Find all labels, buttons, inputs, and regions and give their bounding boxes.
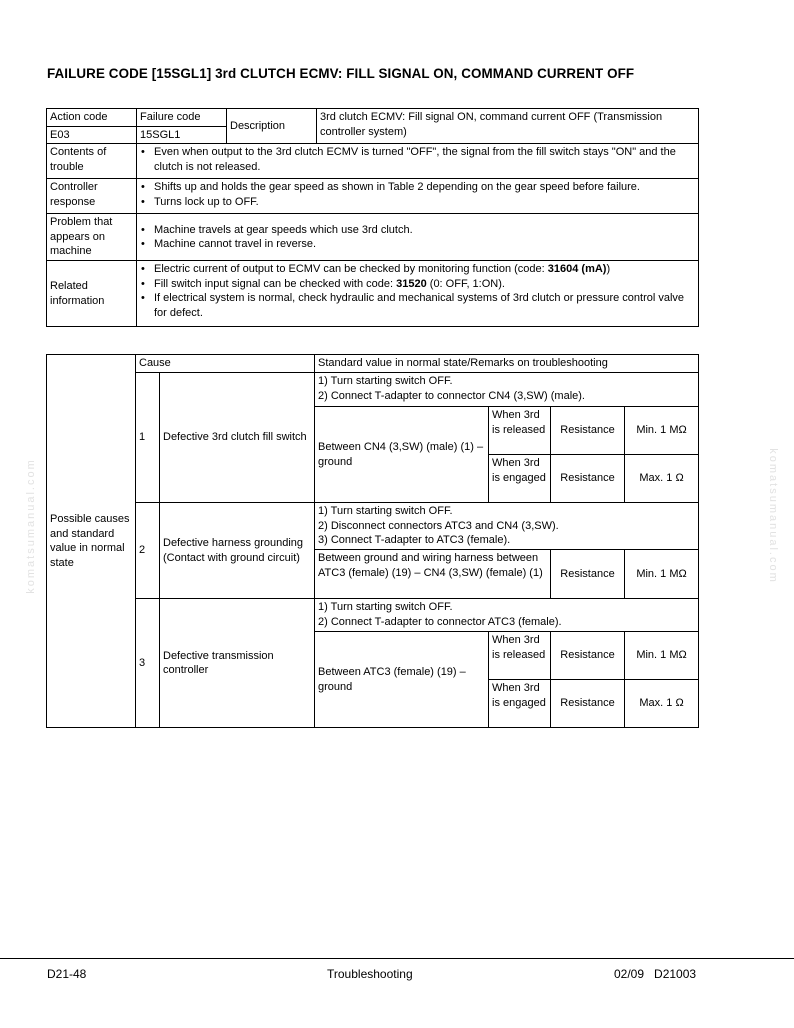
footer-page-number: D21-48 <box>47 967 87 981</box>
bullet-item: • Shifts up and holds the gear speed as shown in Table 2 depending on the gear speed before failure. <box>140 180 695 195</box>
related-information-label: Related information <box>47 261 137 327</box>
action-code-label: Action code <box>47 109 137 127</box>
bullet-item: • Even when output to the 3rd clutch ECMV is turned "OFF", the signal from the fill switch stays "ON" and the clutch is not released. <box>140 145 695 174</box>
cause-name: Defective harness grounding (Contact with ground circuit) <box>160 503 315 599</box>
cause-name: Defective transmission controller <box>160 599 315 728</box>
cause-number: 2 <box>136 503 160 599</box>
cause-header: Cause <box>136 355 315 373</box>
condition-state: When 3rd is released <box>489 632 551 680</box>
footer-doc-code: 02/09 D21003 <box>614 967 697 981</box>
footer-divider <box>0 958 794 959</box>
failure-code-label: Failure code <box>137 109 227 127</box>
failure-info-table <box>46 108 699 327</box>
condition-state: When 3rd is engaged <box>489 455 551 503</box>
cause-steps: 1) Turn starting switch OFF. 2) Disconnect connectors ATC3 and CN4 (3,SW). 3) Connect T-adapter to ATC3 (female). <box>315 503 699 550</box>
description-label: Description <box>227 109 317 144</box>
condition-item: Resistance <box>551 680 625 728</box>
watermark-left: komatsumanual.com <box>24 458 37 594</box>
bullet-item: • Turns lock up to OFF. <box>140 195 695 210</box>
condition-item: Resistance <box>551 455 625 503</box>
action-code-value: E03 <box>47 126 137 144</box>
possible-causes-table <box>46 354 699 728</box>
cause-number: 1 <box>136 373 160 503</box>
condition-item: Resistance <box>551 632 625 680</box>
watermark-right: komatsumanual.com <box>766 448 779 584</box>
condition-value: Max. 1 Ω <box>625 680 699 728</box>
measurement-location: Between CN4 (3,SW) (male) (1) – ground <box>315 407 489 503</box>
condition-value: Min. 1 MΩ <box>625 407 699 455</box>
footer-section: Troubleshooting <box>327 967 413 981</box>
bullet-item: • If electrical system is normal, check hydraulic and mechanical systems of 3rd clutch or pressure control valve for defect. <box>140 291 695 320</box>
failure-code-value: 15SGL1 <box>137 126 227 144</box>
cause-name: Defective 3rd clutch fill switch <box>160 373 315 503</box>
page-title: FAILURE CODE [15SGL1] 3rd CLUTCH ECMV: FILL SIGNAL ON, COMMAND CURRENT OFF <box>47 66 635 81</box>
condition-item: Resistance <box>551 407 625 455</box>
condition-value: Min. 1 MΩ <box>625 550 699 599</box>
cause-steps: 1) Turn starting switch OFF. 2) Connect T-adapter to connector ATC3 (female). <box>315 599 699 632</box>
problem-value <box>137 214 699 261</box>
possible-causes-label: Possible causes and standard value in normal state <box>47 355 136 728</box>
bullet-item: • Electric current of output to ECMV can be checked by monitoring function (code: 31604 (mA)) <box>140 262 695 277</box>
cause-number: 3 <box>136 599 160 728</box>
related-information-value <box>137 261 699 327</box>
controller-response-value <box>137 179 699 214</box>
bullet-item: • Machine travels at gear speeds which use 3rd clutch. <box>140 223 695 238</box>
condition-item: Resistance <box>551 550 625 599</box>
description-value: 3rd clutch ECMV: Fill signal ON, command current OFF (Transmission controller system) <box>317 109 699 144</box>
measurement-location: Between ATC3 (female) (19) – ground <box>315 632 489 728</box>
condition-value: Max. 1 Ω <box>625 455 699 503</box>
condition-value: Min. 1 MΩ <box>625 632 699 680</box>
measurement-location: Between ground and wiring harness between ATC3 (female) (19) – CN4 (3,SW) (female) (1) <box>315 550 551 599</box>
condition-state: When 3rd is released <box>489 407 551 455</box>
contents-of-trouble-label: Contents of trouble <box>47 144 137 179</box>
cause-steps: 1) Turn starting switch OFF. 2) Connect T-adapter to connector CN4 (3,SW) (male). <box>315 373 699 407</box>
controller-response-label: Controller response <box>47 179 137 214</box>
contents-of-trouble-value <box>137 144 699 179</box>
bullet-item: • Fill switch input signal can be checked with code: 31520 (0: OFF, 1:ON). <box>140 277 695 292</box>
standard-value-header: Standard value in normal state/Remarks on troubleshooting <box>315 355 699 373</box>
condition-state: When 3rd is engaged <box>489 680 551 728</box>
problem-label: Problem that appears on machine <box>47 214 137 261</box>
bullet-item: • Machine cannot travel in reverse. <box>140 237 695 252</box>
